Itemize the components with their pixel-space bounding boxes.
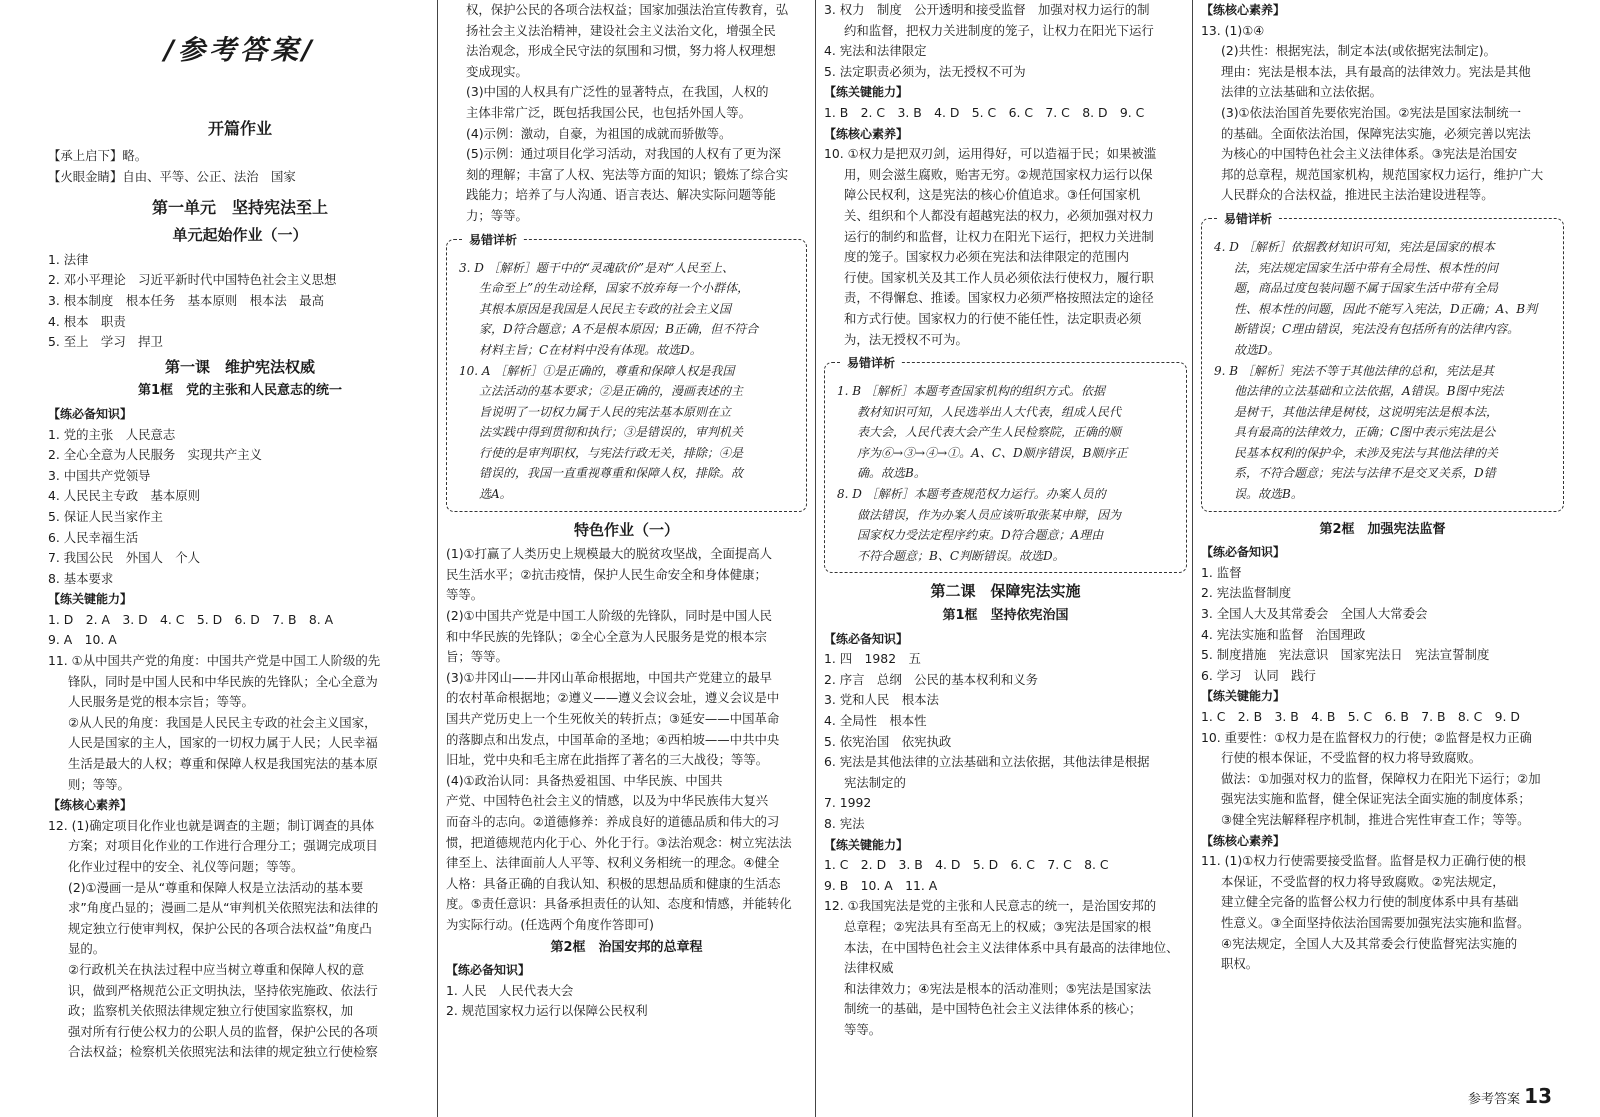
heading-unit-1: 第一单元 坚持宪法至上 bbox=[151, 198, 328, 218]
answer-line: 关、组织和个人都没有超越宪法的权力，必须加强对权力 bbox=[844, 207, 1154, 223]
answer-line: 产党、中国特色社会主义的情感，以及为中华民族伟大复兴 bbox=[446, 793, 769, 809]
box-title: 易错详析 bbox=[841, 353, 901, 374]
answer-line: 10. ①权力是把双刃剑，运用得好，可以造福于民；如果被滥 bbox=[824, 146, 1157, 162]
heading-frame-1: 第1框 坚持依宪治国 bbox=[942, 608, 1069, 624]
column-3 bbox=[815, 0, 1187, 1117]
section-label: 【练核心素养】 bbox=[1201, 3, 1286, 17]
heading-kaipian: 开篇作业 bbox=[207, 119, 272, 138]
box-line: 题，商品过度包装问题不属于国家生活中带有全局 bbox=[1234, 281, 1499, 296]
answer-line: 7. 1992 bbox=[824, 795, 872, 811]
answer-line: 建立健全完备的监督公权力行使的制度体系中具有基础 bbox=[1221, 894, 1519, 910]
page-footer bbox=[1468, 1086, 1552, 1111]
box-line: 确。故选B。 bbox=[857, 466, 926, 481]
box-line: 表大会，人民代表大会产生人民检察院，正确的顺 bbox=[857, 425, 1122, 440]
answer-line: 5. 至上 学习 捍卫 bbox=[48, 334, 163, 350]
text-line: 【承上启下】略。 bbox=[48, 148, 148, 163]
answer-line: 力；等等。 bbox=[466, 207, 528, 223]
box-line: 8. D ［解析］本题考查规范权力运行。办案人员的 bbox=[837, 487, 1106, 502]
box-line: 选A。 bbox=[479, 487, 512, 502]
answer-line: 4. 根本 职责 bbox=[48, 313, 126, 329]
answer-line: 1. 法律 bbox=[48, 251, 89, 267]
answer-line: 2. 序言 总纲 公民的基本权利和义务 bbox=[824, 671, 1039, 687]
answer-line: 等等。 bbox=[446, 587, 484, 603]
section-label: 【练核心素养】 bbox=[1201, 833, 1286, 848]
answer-line: 9. A 10. A bbox=[48, 632, 117, 648]
answer-line: 旧址，党中央和毛主席在此指挥了著名的三大战役；等等。 bbox=[446, 752, 769, 768]
box-line: 做法错误，作为办案人员应该听取张某申辩，因为 bbox=[857, 507, 1122, 522]
answer-line: 运行的制约和监督，让权力在阳光下运行，把权力关进制 bbox=[844, 228, 1154, 244]
answer-line: 3. 中国共产党领导 bbox=[48, 467, 151, 483]
answer-line: 等等。 bbox=[844, 1021, 882, 1037]
error-analysis-box bbox=[446, 232, 807, 512]
answer-line: 障公民权利，这是宪法的核心价值追求。③任何国家机 bbox=[844, 187, 1141, 203]
answer-line: 度。⑤责任意识：具备承担责任的认知、态度和情感，并能转化 bbox=[446, 896, 792, 912]
box-line: 旨说明了一切权力属于人民的宪法基本原则在立 bbox=[479, 404, 732, 419]
answer-line: (3)中国的人权具有广泛性的显著特点，在我国，人权的 bbox=[466, 84, 769, 100]
answer-line: 民生活水平；②抗击疫情，保护人民生命安全和身体健康； bbox=[446, 566, 767, 582]
answer-line: 人民群众的合法权益，推进民主法治建设进程等。 bbox=[1221, 187, 1494, 203]
answer-line: 1. B 2. C 3. B 4. D 5. C 6. C 7. C 8. D 9. C bbox=[824, 104, 1145, 120]
answer-line: 惯，把道德规范内化于心、外化于行。③法治观念：树立宪法法 bbox=[446, 834, 792, 850]
answer-line: 5. 法定职责必须为，法无授权不可为 bbox=[824, 63, 1026, 79]
answer-line: 用，则会滋生腐败，贻害无穷。②规范国家权力运行以保 bbox=[844, 166, 1153, 182]
answer-line: 性意义。③全面坚持依法治国需要加强宪法实施和监督。 bbox=[1221, 914, 1530, 930]
box-line: 教材知识可知，人民选举出人大代表，组成人民代 bbox=[857, 404, 1122, 419]
answer-line: 9. B 10. A 11. A bbox=[824, 877, 938, 893]
answer-line: 1. C 2. B 3. B 4. B 5. C 6. B 7. B 8. C 9. D bbox=[1201, 709, 1520, 724]
answer-line: 化作业过程中的安全、礼仪等问题；等等。 bbox=[68, 859, 304, 874]
answer-line: 的基础。全面依法治国，保障宪法实施，必须完善以宪法 bbox=[1221, 125, 1531, 141]
answer-line: 则；等等。 bbox=[68, 776, 130, 792]
heading-unit-start: 单元起始作业（一） bbox=[172, 226, 308, 245]
answer-line: 刻的理解；丰富了人权、宪法等方面的知识；锻炼了综合实 bbox=[466, 166, 789, 182]
answer-line: 求”角度凸显的；漫画二是从“审判机关依照宪法和法律的 bbox=[68, 900, 379, 916]
box-line: 家，D符合题意；A不是根本原因；B正确，但不符合 bbox=[479, 322, 759, 337]
box-title: 易错详析 bbox=[1218, 209, 1278, 230]
answer-line: 5. 保证人民当家作主 bbox=[48, 508, 163, 524]
error-analysis-box bbox=[1201, 211, 1564, 512]
answer-line: 8. 基本要求 bbox=[48, 570, 114, 586]
box-line: 他法律的立法基础和立法依据，A错误。B图中宪法 bbox=[1234, 384, 1504, 399]
column-2 bbox=[437, 0, 807, 1117]
answer-line: 总章程；②宪法具有至高无上的权威；③宪法是国家的根 bbox=[844, 918, 1152, 934]
section-label: 【练必备知识】 bbox=[1201, 545, 1286, 560]
answer-line: 锋队，同时是中国人民和中华民族的先锋队；全心全意为 bbox=[68, 673, 378, 689]
answer-line: 法治观念，形成全民守法的氛围和习惯，努力将人权理想 bbox=[466, 43, 776, 59]
answer-line: (2)①漫画一是从“尊重和保障人权是立法活动的基本要 bbox=[68, 879, 364, 895]
answer-line: 识，做到严格规范公正文明执法，坚持依宪施政、依法行 bbox=[68, 982, 378, 998]
answer-line: 规定独立行使审判权，保护公民的各项合法权益”角度凸 bbox=[68, 920, 372, 936]
answer-line: 5. 制度措施 宪法意识 国家宪法日 宪法宣誓制度 bbox=[1201, 647, 1490, 663]
answer-line: 8. 宪法 bbox=[824, 815, 865, 831]
answer-line: 度的笼子。国家权力必须在宪法和法律限定的范围内 bbox=[844, 249, 1129, 265]
footer-label: 参考答案 bbox=[1468, 1092, 1521, 1108]
text-line: 【火眼金睛】自由、平等、公正、法治 国家 bbox=[48, 168, 296, 184]
box-line: 4. D ［解析］依据教材知识可知，宪法是国家的根本 bbox=[1214, 239, 1495, 254]
answer-line: 10. 重要性：①权力是在监督权力的行使；②监督是权力正确 bbox=[1201, 729, 1532, 745]
answer-line: 扬社会主义法治精神，建设社会主义法治文化，增强全民 bbox=[466, 22, 776, 38]
answer-line: 和方式行使。国家权力的行使不能任性，法定职责必须 bbox=[844, 310, 1142, 326]
box-line: 错误的，我国一直重视尊重和保障人权，排除。故 bbox=[479, 466, 744, 481]
answer-line: 4. 人民民主专政 基本原则 bbox=[48, 488, 201, 504]
answer-line: 3. 权力 制度 公开透明和接受监督 加强对权力运行的制 bbox=[824, 2, 1150, 17]
box-line: 断错误；C理由错误，宪法没有包括所有的法律内容。 bbox=[1234, 322, 1520, 337]
answer-line: 践能力；培养了与人沟通、语言表达、解决实际问题等能 bbox=[466, 187, 776, 203]
answer-line: 本法，在中国特色社会主义法律体系中具有最高的法律地位、法律权威 bbox=[844, 939, 1179, 976]
heading-lesson-1: 第一课 维护宪法权威 bbox=[164, 357, 315, 376]
box-title: 易错详析 bbox=[463, 230, 523, 251]
answer-line: 宪法制定的 bbox=[844, 774, 906, 790]
answer-line: 律至上、法律面前人人平等、权利义务相统一的理念。④健全 bbox=[446, 855, 780, 871]
heading-frame-2: 第2框 治国安邦的总章程 bbox=[550, 939, 703, 955]
answer-line: 方案；对项目化作业的工作进行合理分工；强调完成项目 bbox=[68, 838, 378, 854]
answer-line: 邦的总章程，规范国家机构，规范国家权力运行，维护广大 bbox=[1221, 166, 1544, 182]
column-4 bbox=[1192, 0, 1564, 1117]
answer-line: 和法律效力；④宪法是根本的活动准则；⑤宪法是国家法 bbox=[844, 980, 1152, 996]
section-label: 【练必备知识】 bbox=[48, 406, 133, 421]
answer-line: (5)示例：通过项目化学习活动，对我国的人权有了更为深 bbox=[466, 146, 781, 162]
answer-line: 的落脚点和出发点，中国革命的圣地；④西柏坡——中共中央 bbox=[446, 731, 780, 747]
section-label: 【练核心素养】 bbox=[48, 798, 133, 813]
answer-line: 11. ①从中国共产党的角度：中国共产党是中国工人阶级的先 bbox=[48, 653, 381, 669]
heading-frame-1: 第1框 党的主张和人民意志的统一 bbox=[137, 383, 343, 399]
answer-line: 1. 党的主张 人民意志 bbox=[48, 426, 176, 442]
answer-line: (1)①打赢了人类历史上规模最大的脱贫攻坚战，全面提高人 bbox=[446, 546, 773, 562]
section-label: 【练关键能力】 bbox=[824, 837, 909, 852]
answer-line: 强宪法实施和监督，健全保证宪法全面实施的制度体系； bbox=[1221, 791, 1531, 807]
answer-line: 11. (1)①权力行使需要接受监督。监督是权力正确行使的根 bbox=[1201, 853, 1526, 869]
answer-line: 6. 学习 认同 践行 bbox=[1201, 667, 1316, 683]
box-line: 不符合题意；B、C判断错误。故选D。 bbox=[857, 548, 1065, 563]
answer-line: 6. 人民幸福生活 bbox=[48, 529, 139, 545]
answer-line: 7. 我国公民 外国人 个人 bbox=[48, 550, 201, 566]
box-line: 行使的是审判职权，与宪法行政无关，排除；④是 bbox=[479, 445, 744, 460]
answer-line: 而奋斗的志向。②道德修养：养成良好的道德品质和伟大的习 bbox=[446, 813, 780, 829]
answer-line: ③健全宪法解释程序机制，推进合宪性审查工作；等等。 bbox=[1221, 811, 1530, 827]
answer-line: (4)①政治认同：具备热爱祖国、中华民族、中国共 bbox=[446, 772, 723, 788]
answer-line: 人民服务是党的根本宗旨；等等。 bbox=[68, 694, 254, 710]
section-label: 【练必备知识】 bbox=[824, 631, 909, 646]
answer-line: 责，不得懈怠、推诿。国家权力必须严格按照法定的途径 bbox=[844, 290, 1154, 306]
answer-line: 1. C 2. D 3. B 4. D 5. D 6. C 7. C 8. C bbox=[824, 857, 1109, 873]
answer-line: 1. D 2. A 3. D 4. C 5. D 6. D 7. B 8. A bbox=[48, 611, 334, 627]
box-line: 10. A ［解析］①是正确的，尊重和保障人权是我国 bbox=[459, 363, 735, 378]
heading-frame-2: 第2框 加强宪法监督 bbox=[1319, 521, 1446, 537]
answer-line: (2)①中国共产党是中国工人阶级的先锋队，同时是中国人民 bbox=[446, 608, 773, 624]
answer-line: 旨；等等。 bbox=[446, 649, 508, 665]
box-line: 法，宪法规定国家生活中带有全局性、根本性的问 bbox=[1234, 260, 1499, 275]
answer-line: ②从人民的角度：我国是人民民主专政的社会主义国家， bbox=[68, 714, 377, 730]
error-analysis-box bbox=[824, 356, 1187, 573]
answer-line: 显的。 bbox=[68, 941, 106, 957]
answer-line: 3. 根本制度 根本任务 基本原则 根本法 最高 bbox=[48, 292, 324, 308]
heading-lesson-2: 第二课 保障宪法实施 bbox=[930, 582, 1081, 601]
answer-line: 强对所有行使公权力的公职人员的监督，保护公民的各项 bbox=[68, 1023, 378, 1039]
answer-line: 为核心的中国特色社会主义法律体系。③宪法是治国安 bbox=[1221, 146, 1518, 162]
answer-line: 理由：宪法是根本法，具有最高的法律效力。宪法是其他 bbox=[1221, 63, 1531, 79]
answer-line: 变成现实。 bbox=[466, 63, 528, 79]
answer-line: ②行政机关在执法过程中应当树立尊重和保障人权的意 bbox=[68, 961, 365, 977]
box-line: 材料主旨；C在材料中没有体现。故选D。 bbox=[479, 342, 702, 357]
answer-line: 和中华民族的先锋队；②全心全意为人民服务是党的根本宗 bbox=[446, 628, 767, 644]
answer-line: 5. 依宪治国 依宪执政 bbox=[824, 733, 952, 749]
answer-line: 国共产党历史上一个生死攸关的转折点；③延安——中国革命 bbox=[446, 711, 780, 726]
box-line: 民基本权利的保护伞，未涉及宪法与其他法律的关 bbox=[1234, 445, 1499, 460]
section-label: 【练关键能力】 bbox=[824, 85, 909, 100]
answer-line: 约和监督，把权力关进制度的笼子，让权力在阳光下运行 bbox=[844, 22, 1154, 38]
answer-line: 的农村革命根据地；②遵义——遵义会议会址，遵义会议是中 bbox=[446, 690, 780, 706]
answer-line: 制统一的基础，是中国特色社会主义法律体系的核心； bbox=[844, 1001, 1142, 1017]
box-line: 1. B ［解析］本题考查国家机构的组织方式。依据 bbox=[837, 384, 1105, 399]
box-line: 其根本原因是我国是人民民主专政的社会主义国 bbox=[479, 301, 732, 316]
answer-line: 3. 党和人民 根本法 bbox=[824, 692, 939, 708]
box-line: 立法活动的基本要求；②是正确的，漫画表述的主 bbox=[479, 384, 744, 399]
answer-line: 政；监察机关依照法律规定独立行使国家监察权，加 bbox=[68, 1003, 353, 1019]
answer-line: 法律的立法基础和立法依据。 bbox=[1221, 84, 1383, 100]
answer-line: 做法：①加强对权力的监督，保障权力在阳光下运行；②加 bbox=[1221, 770, 1541, 786]
box-line: 国家权力受法定程序约束。D符合题意；A理由 bbox=[857, 528, 1104, 543]
box-line: 生命至上”的生动诠释，国家不放弃每一个小群体， bbox=[479, 281, 750, 296]
answer-line: 2. 规范国家权力运行以保障公民权利 bbox=[446, 1003, 648, 1019]
answer-line: 3. 全国人大及其常委会 全国人大常委会 bbox=[1201, 606, 1428, 622]
answer-line: 4. 宪法实施和监督 治国理政 bbox=[1201, 626, 1366, 642]
answer-line: 主体非常广泛，既包括我国公民，也包括外国人等。 bbox=[466, 104, 751, 120]
answer-line: 合法权益；检察机关依照宪法和法律的规定独立行使检察 bbox=[68, 1044, 378, 1060]
answer-line: 13. (1)①④ bbox=[1201, 22, 1265, 38]
answer-line: 本保证，不受监督的权力将导致腐败。②宪法规定， bbox=[1221, 873, 1505, 889]
section-label: 【练关键能力】 bbox=[48, 592, 133, 607]
answer-line: 4. 宪法和法律限定 bbox=[824, 43, 927, 59]
answer-line: 人格：具备正确的自我认知、积极的思想品质和健康的生活态 bbox=[446, 875, 781, 891]
answer-line: (3)①依法治国首先要依宪治国。②宪法是国家法制统一 bbox=[1221, 104, 1521, 120]
answer-line: 1. 人民 人民代表大会 bbox=[446, 982, 574, 998]
box-line: 3. D ［解析］题干中的“灵魂砍价”是对“人民至上、 bbox=[459, 260, 735, 275]
answer-line: 1. 监督 bbox=[1201, 564, 1242, 580]
box-line: 误。故选B。 bbox=[1234, 487, 1303, 502]
answer-line: 权，保护公民的各项合法权益；国家加强法治宣传教育，弘 bbox=[466, 2, 789, 17]
answer-line: 2. 全心全意为人民服务 实现共产主义 bbox=[48, 447, 263, 463]
answer-line: 人民是国家的主人，国家的一切权力属于人民；人民幸福 bbox=[68, 735, 378, 751]
box-line: 具有最高的法律效力，正确；C图中表示宪法是公 bbox=[1234, 425, 1496, 440]
answer-line: (2)共性：根据宪法，制定本法(或依据宪法制定)。 bbox=[1221, 43, 1497, 59]
answer-line: 2. 宪法监督制度 bbox=[1201, 585, 1292, 601]
answer-line: ④宪法规定，全国人大及其常委会行使监督宪法实施的 bbox=[1221, 935, 1518, 951]
box-line: 法实践中得到贯彻和执行；③是错误的，审判机关 bbox=[479, 425, 744, 440]
answer-line: 12. (1)确定项目化作业也就是调查的主题；制订调查的具体 bbox=[48, 817, 375, 833]
answer-line: 2. 邓小平理论 习近平新时代中国特色社会主义思想 bbox=[48, 272, 337, 288]
answer-line: (3)①井冈山——井冈山革命根据地，中国共产党建立的最早 bbox=[446, 669, 773, 685]
answer-line: 为实际行动。(任选两个角度作答即可) bbox=[446, 916, 654, 932]
answer-line: 4. 全局性 根本性 bbox=[824, 713, 927, 728]
column-1 bbox=[48, 0, 432, 1117]
answer-line: 12. ①我国宪法是党的主张和人民意志的统一，是治国安邦的 bbox=[824, 898, 1157, 914]
main-title: /参考答案/ bbox=[164, 35, 316, 66]
heading-tese: 特色作业（一） bbox=[573, 520, 679, 539]
box-line: 故选D。 bbox=[1234, 342, 1280, 357]
answer-line: 职权。 bbox=[1221, 956, 1259, 972]
box-line: 系，不符合题意；宪法与法律不是交叉关系，D错 bbox=[1234, 466, 1496, 481]
answer-line: (4)示例：激动，自豪，为祖国的成就而骄傲等。 bbox=[466, 125, 732, 141]
answer-line: 1. 四 1982 五 bbox=[824, 651, 921, 667]
section-label: 【练关键能力】 bbox=[1201, 689, 1286, 704]
box-line: 9. B ［解析］宪法不等于其他法律的总和，宪法是其 bbox=[1214, 363, 1494, 378]
answer-line: 为，法无授权不可为。 bbox=[844, 331, 968, 347]
answer-line: 6. 宪法是其他法律的立法基础和立法依据，其他法律是根据 bbox=[824, 754, 1150, 770]
box-line: 序为⑥→③→④→①。A、C、D顺序错误，B顺序正 bbox=[857, 445, 1128, 460]
answer-line: 行使的根本保证，不受监督的权力将导致腐败。 bbox=[1221, 750, 1482, 766]
section-label: 【练必备知识】 bbox=[446, 963, 531, 978]
box-line: 是树干，其他法律是树枝，这说明宪法是根本法， bbox=[1234, 404, 1499, 419]
section-label: 【练核心素养】 bbox=[824, 126, 909, 141]
answer-line: 生活是最大的人权；尊重和保障人权是我国宪法的基本原 bbox=[68, 756, 378, 772]
page-number: 13 bbox=[1524, 1084, 1552, 1109]
answer-line: 行使。国家机关及其工作人员必须依法行使权力，履行职 bbox=[844, 269, 1154, 285]
box-line: 性、根本性的问题，因此不能写入宪法，D正确；A、B判 bbox=[1234, 301, 1538, 316]
